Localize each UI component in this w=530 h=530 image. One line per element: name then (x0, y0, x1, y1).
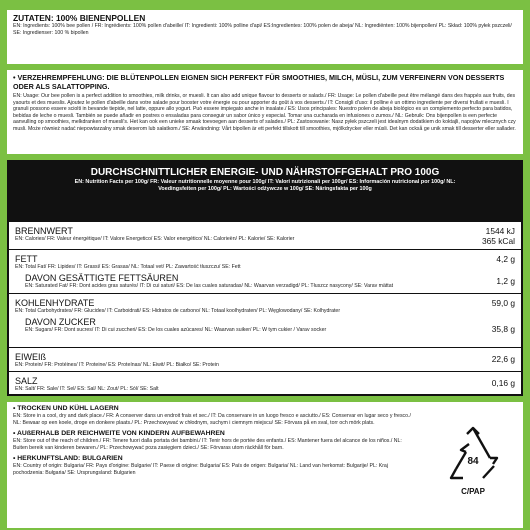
ingredients-translations: EN: Ingredients: 100% bee pollen / FR: Ingrédients: 100% pollen d'abeille/ IT: Ingredienti: 100% polline d'api/ ES:Ingredientes: 100% polen de abeja/ NL: Ingrediënten: 100% bijenpollen/ PL: Skład: 100% pyłek pszczeli/ SE: Ingredienser: 100 % bipollen (13, 23, 512, 36)
storage-panel (7, 402, 523, 528)
recycling-symbol (433, 426, 513, 496)
row-name: EIWEIß (15, 352, 46, 362)
storage-section (13, 405, 517, 426)
row-value: 59,0 g (491, 298, 515, 308)
usage-panel (7, 70, 523, 154)
recycle-code: 84 (467, 456, 479, 467)
storage-text: EN: Store in a cool, dry and dark place./ FR: A conserver dans un endroit frais et sec./ IT: Da conservare in un luogo fresco e asciutto./ ES: Conservar en lugar seco y fresco./ NL: Bewaar op een koele, droge en donkere plaats./ PL: Przechowywać w chłodnym, suchym i ciemnym miejscu/ SE: Förvara på en sval, torr och mörk plats. (13, 413, 411, 426)
usage-title: • VERZEHREMPFEHLUNG: DIE BLÜTENPOLLEN EIGNEN SICH PERFEKT FÜR SMOOTHIES, MILCH, MÜSLI, ZUM VERFEINERN VON DESSERTS ODER ALS SALATTOPPING. (13, 73, 505, 91)
sub-row-name: DAVON ZUCKER (25, 316, 96, 327)
row-name: KOHLENHYDRATE (15, 298, 95, 308)
recycle-label: C/PAP (461, 487, 485, 496)
usage-text: EN: Usage: Our bee pollen is a perfect addition to smoothies, milk drinks, or muesli. It can also add unique flavour to desserts or salads./ FR: Usage: Le pollen d'abeille peut être mélangé dans des frappés aux fruits, des yaourts et des mueslis. Ajoutez le pollen d'abeille dans votre salade pour booster votre énergie ou pour apporter du goût à vos desserts./ IT: Consigli d'uso: il polline è un ottimo ingrediente per diversi frullati e muesli. I granuli possono essere sciolti in bevande tiepide, nel latte, oppure allo yogurt. Può essere impiegato anche in insalate./ ES: Usos principales: Nuestro polen de abeja biológico es un complemento perfecto para batidos, bebidas de leche o muesli. También se puede añadir en postres o ensaladas para conseguir un sabor único y especial. Tomar una cucharada en infusiones o zumos./ NL: Gebruik: Ons bijenpollen is een perfecte aanvulling op smoothies, melkdranken of muesli's. Het kan ook een unieke smaak toevoegen aan desserts of salades./ PL: Zastosowanie: Nasz pyłek pszczeli jest idealnym dodatkiem do koktajli, napojów mlecznych czy musli. Może również nadać niepowtarzalny smak deserom lub sałatkom./ SE: Användning: Vårt bipollen är ett perfekt tillskott till smoothies, mjölkdrycker eller müsli. Det kan också ge unik smak till desserter eller sallader. (13, 93, 516, 132)
sub-row-translations: EN: Saturated Fat/ FR: Dont acides gras saturés/ IT: Di cui saturi/ ES: De las cuales saturadas/ NL: Waarvan verzadigd/ PL: Tłuszcz nasycony/ SE: Varav mättat (25, 282, 394, 289)
row-value: 4,2 g (496, 254, 515, 264)
children-text: EN: Store out of the reach of children./ FR: Tenere fuori dalla portata dei bambini./ IT: Tenir hors de portée des enfants./ ES: Mantener fuera del alcance de los niños./ NL: Buiten bereik van kinderen bewaren./ PL: Przechowywać poza zasięgiem dzieci./ SE: Förvaras utom räckhåll för barn. (13, 438, 402, 451)
origin-title: • HERKUNFTSLAND: BULGARIEN (13, 455, 123, 463)
nutrition-row-energy (9, 222, 521, 250)
nutrition-heading: DURCHSCHNITTLICHER ENERGIE- UND NÄHRSTOFFGEHALT PRO 100G (90, 167, 440, 178)
sub-row-value: 35,8 g (491, 324, 515, 334)
row-value-kcal: 365 kCal (481, 236, 515, 246)
row-translations: EN: Total Carbohydrates/ FR: Glucides/ IT: Carboidrati/ ES: Hidratos de carbono/ NL: Totaal koolhydraten/ PL: Węglowodany/ SE: Kolhydrater (15, 308, 341, 314)
row-translations: EN: Salt/ FR: Sale/ IT: Sel/ ES: Sal/ NL: Zout/ PL: Sól/ SE: Salt (15, 386, 159, 392)
nutrition-subheading-2: Voedingsfeiten per 100g/ PL: Wartości odżywcze w 100g/ SE: Näringsfakta per 100g (158, 186, 372, 192)
row-name: FETT (15, 254, 38, 264)
sub-row-sugars (15, 317, 515, 334)
row-name: BRENNWERT (15, 226, 73, 236)
row-value: 0,16 g (491, 378, 515, 388)
nutrition-row-carbs (9, 294, 521, 348)
ingredients-title: ZUTATEN: 100% BIENENPOLLEN (13, 13, 146, 23)
children-title: • AUßERHALB DER REICHWEITE VON KINDERN AUFBEWAHREN (13, 430, 225, 438)
row-translations: EN: Total Fat/ FR: Lipides/ IT: Grassi/ ES: Grasas/ NL: Totaal vet/ PL: Zawartość tłuszczu/ SE: Fett (15, 264, 241, 270)
nutrition-row-fat (9, 250, 521, 294)
row-translations: EN: Protein/ FR: Protéines/ IT: Proteine/ ES: Proteínas/ NL: Eiwit/ PL: Białko/ SE: Protein (15, 362, 219, 368)
row-value: 22,6 g (491, 354, 515, 364)
nutrition-row-protein (9, 348, 521, 372)
nutrition-subheading-1: EN: Nutrition Facts per 100g/ FR: Valeur nutritionnelle moyenne pour 100g/ IT: Valori nutrizionali per 100gr/ ES: Información nutricional por 100g/ NL: (74, 179, 456, 185)
sub-row-saturated (15, 273, 515, 290)
sub-row-name: DAVON GESÄTTIGTE FETTSÄUREN (25, 272, 179, 283)
sub-row-value: 1,2 g (496, 276, 515, 286)
ingredients-panel (7, 10, 523, 64)
nutrition-row-salt (9, 372, 521, 396)
row-translations: EN: Calories/ FR: Valeur énergétique/ IT: Valore Energetico/ ES: Valor energético/ NL: Calorieën/ PL: Kalorie/ SE: Kalorier (15, 236, 295, 242)
sub-row-translations: EN: Sugars/ FR: Dont sucres/ IT: Di cui zuccheri/ ES: De los cuales azúcares/ NL: Waarvan suiker/ PL: W tym cukier / Varav socker (25, 326, 327, 333)
row-value-kj: 1544 kJ (485, 226, 515, 236)
row-name: SALZ (15, 376, 38, 386)
nutrition-header (9, 162, 521, 222)
origin-text: EN: Country of origin: Bulgaria/ FR: Pays d'origine: Bulgarie/ IT: Paese di origine: Bulgaria/ ES: País de origen: Bulgaria/ NL: Land van herkomst: Bulgarije/ PL: Kraj pochodzenia: Bułgaria/ SE: Ursprungsland: Bulgarien (13, 463, 388, 476)
nutrition-table (7, 160, 523, 396)
recycle-triangle-icon (443, 426, 503, 482)
storage-title: • TROCKEN UND KÜHL LAGERN (13, 405, 119, 412)
